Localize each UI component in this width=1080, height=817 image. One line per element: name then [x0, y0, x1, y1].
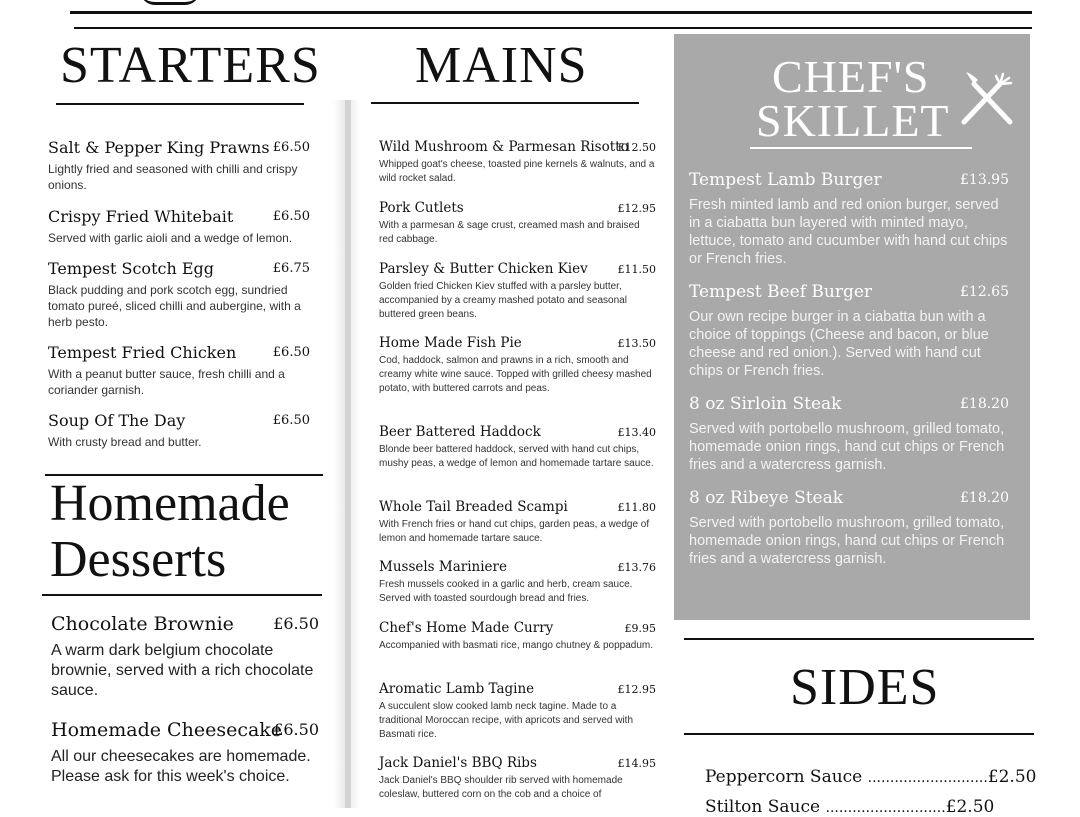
starter-item [48, 207, 310, 246]
main-item [379, 424, 656, 471]
side-item-price: £2.50 [987, 767, 1037, 787]
main-item [379, 335, 656, 396]
skillet-item-name: Tempest Beef Burger [689, 282, 873, 302]
skillet-item-price: £18.20 [960, 490, 1009, 506]
main-item-name: Beer Battered Haddock [379, 424, 541, 440]
skillet-item-price: £12.65 [960, 284, 1009, 300]
starter-item-description: With a peanut butter sauce, fresh chilli and a coriander garnish. [48, 367, 285, 397]
mains-heading: MAINS [415, 37, 588, 94]
skillet-item [689, 281, 1009, 380]
main-item-price: £9.95 [624, 622, 656, 635]
side-item-price: £2.50 [945, 797, 995, 817]
main-item-name: Home Made Fish Pie [379, 335, 522, 351]
dessert-item-name: Chocolate Brownie [51, 613, 234, 635]
main-item-price: £11.80 [617, 501, 656, 514]
main-item-price: £13.50 [617, 337, 656, 350]
starter-item-price: £6.50 [272, 345, 310, 360]
desserts-heading-line1: Homemade [50, 475, 290, 532]
skillet-item-name: 8 oz Ribeye Steak [689, 488, 844, 508]
starter-item [48, 259, 310, 330]
starter-item-price: £6.75 [272, 261, 310, 276]
main-item [379, 139, 656, 186]
main-item-description: Blonde beer battered haddock, served with hand cut chips, mushy peas, a wedge of lemon and homemade tartare sauce. [379, 444, 654, 469]
main-item-price: £12.95 [617, 683, 656, 696]
main-item [379, 200, 656, 247]
main-item-name: Aromatic Lamb Tagine [379, 681, 535, 697]
main-item-price: £14.95 [617, 757, 656, 770]
skillet-item-name: Tempest Lamb Burger [689, 170, 882, 190]
skillet-item-description: Served with portobello mushroom, grilled tomato, homemade onion rings, hand cut chips or French fries and a watercress garnish. [689, 421, 1005, 473]
starter-item-name: Tempest Fried Chicken [48, 343, 237, 362]
main-item-name: Parsley & Butter Chicken Kiev [379, 261, 588, 277]
chefs-skillet-panel [674, 34, 1030, 620]
starter-item-description: With crusty bread and butter. [48, 435, 202, 449]
main-item-description: Whipped goat's cheese, toasted pine kernels & walnuts, and a wild rocket salad. [379, 159, 655, 184]
starter-item [48, 411, 310, 450]
main-item-description: A succulent slow cooked lamb neck tagine. Made to a traditional Moroccan recipe, with apricots and served with Basmati rice. [379, 701, 634, 740]
main-item-price: £13.76 [617, 561, 656, 574]
main-item-name: Jack Daniel's BBQ Ribs [379, 755, 537, 771]
skillet-item [689, 169, 1009, 268]
top-rule-thin [70, 11, 1032, 14]
starter-item [48, 343, 310, 398]
main-item-name: Wild Mushroom & Parmesan Risotto [379, 139, 629, 155]
main-item [379, 755, 656, 802]
starter-item [48, 138, 310, 193]
fork-and-knife-icon [956, 66, 1018, 128]
main-item-price: £12.50 [617, 141, 656, 154]
sides-top-rule [684, 638, 1034, 640]
skillet-item-name: 8 oz Sirloin Steak [689, 394, 842, 414]
side-item-name: Peppercorn Sauce [705, 767, 868, 787]
dessert-item-price: £6.50 [273, 720, 319, 739]
skillet-item [689, 393, 1009, 474]
dessert-item [51, 718, 319, 787]
main-item-description: Jack Daniel's BBQ shoulder rib served with homemade coleslaw, buttered corn on the cob and a choice of [379, 775, 623, 800]
main-item-description: Fresh mussels cooked in a garlic and herb, cream sauce. Served with toasted sourdough bread and fries. [379, 579, 633, 604]
side-item-leader-dots: ........................... [867, 770, 988, 786]
main-item-name: Pork Cutlets [379, 200, 464, 216]
main-item [379, 559, 656, 606]
main-item-description: With French fries or hand cut chips, garden peas, a wedge of lemon and homemade tartare sauce. [379, 519, 650, 544]
starter-item-price: £6.50 [272, 413, 310, 428]
main-item-description: Cod, haddock, salmon and prawns in a rich, smooth and creamy white wine sauce. Topped with grilled cheesy mashed potato, with buttered carrots and peas. [379, 355, 652, 394]
side-item-name: Stilton Sauce [705, 797, 826, 817]
side-item-leader-dots: ........................... [825, 800, 946, 816]
main-item-price: £11.50 [617, 263, 656, 276]
skillet-item-description: Our own recipe burger in a ciabatta bun with a choice of toppings (Cheese and bacon, or blue cheese and red onion.). Served with hand cut chips or French fries. [689, 309, 989, 379]
starter-item-description: Served with garlic aioli and a wedge of lemon. [48, 231, 293, 245]
starter-item-description: Black pudding and pork scotch egg, sundried tomato pureé, sliced chilli and aubergine, with a herb pesto. [48, 283, 301, 329]
main-item-name: Mussels Mariniere [379, 559, 507, 575]
skillet-item-description: Fresh minted lamb and red onion burger, served in a ciabatta bun layered with minted mayo, lettuce, tomato and cucumber with hand cut chips or French fries. [689, 197, 1008, 267]
top-rule-thin-2 [74, 27, 1032, 29]
dessert-item-description: A warm dark belgium chocolate brownie, served with a rich chocolate sauce. [51, 642, 314, 699]
skillet-item-price: £13.95 [960, 172, 1009, 188]
dessert-item-description: All our cheesecakes are homemade. Please ask for this week's choice. [51, 748, 311, 785]
side-item [705, 797, 994, 817]
dessert-item-name: Homemade Cheesecake [51, 719, 283, 741]
desserts-heading-line2: Desserts [50, 531, 227, 588]
main-item [379, 681, 656, 742]
main-item-description: Golden fried Chicken Kiev stuffed with a parsley butter, accompanied by a creamy mashed potato and seasonal buttered green beans. [379, 281, 627, 320]
starters-underline [56, 103, 304, 105]
main-item [379, 620, 656, 653]
dessert-item [51, 612, 319, 701]
sides-underline [684, 733, 1034, 735]
main-item-name: Chef's Home Made Curry [379, 620, 554, 636]
skillet-item-description: Served with portobello mushroom, grilled tomato, homemade onion rings, hand cut chips or French fries and a watercress garnish. [689, 515, 1005, 567]
main-item-description: Accompanied with basmati rice, mango chutney & poppadum. [379, 640, 654, 651]
skillet-underline [750, 147, 972, 149]
starter-item-name: Crispy Fried Whitebait [48, 207, 234, 226]
starter-item-description: Lightly fried and seasoned with chilli and crispy onions. [48, 162, 298, 192]
main-item-price: £13.40 [617, 426, 656, 439]
starters-heading: STARTERS [60, 37, 321, 94]
sides-heading: SIDES [790, 659, 940, 716]
main-item-name: Whole Tail Breaded Scampi [379, 499, 568, 515]
starter-item-name: Soup Of The Day [48, 411, 186, 430]
skillet-heading-line2: SKILLET [756, 95, 950, 146]
skillet-heading-line1: CHEF'S [772, 51, 930, 102]
mains-underline [371, 102, 639, 104]
main-item [379, 499, 656, 546]
main-item [379, 261, 656, 322]
starter-item-name: Tempest Scotch Egg [48, 259, 215, 278]
main-item-price: £12.95 [617, 202, 656, 215]
skillet-item-price: £18.20 [960, 396, 1009, 412]
side-item [705, 767, 1036, 787]
starter-item-price: £6.50 [272, 140, 310, 155]
logo-fragment [140, 0, 200, 5]
main-item-description: With a parmesan & sage crust, creamed mash and braised red cabbage. [379, 220, 640, 245]
column-shadow-right [345, 100, 359, 808]
starter-item-price: £6.50 [272, 209, 310, 224]
skillet-item [689, 487, 1009, 568]
desserts-underline [42, 594, 322, 596]
starter-item-name: Salt & Pepper King Prawns [48, 138, 270, 157]
dessert-item-price: £6.50 [273, 614, 319, 633]
